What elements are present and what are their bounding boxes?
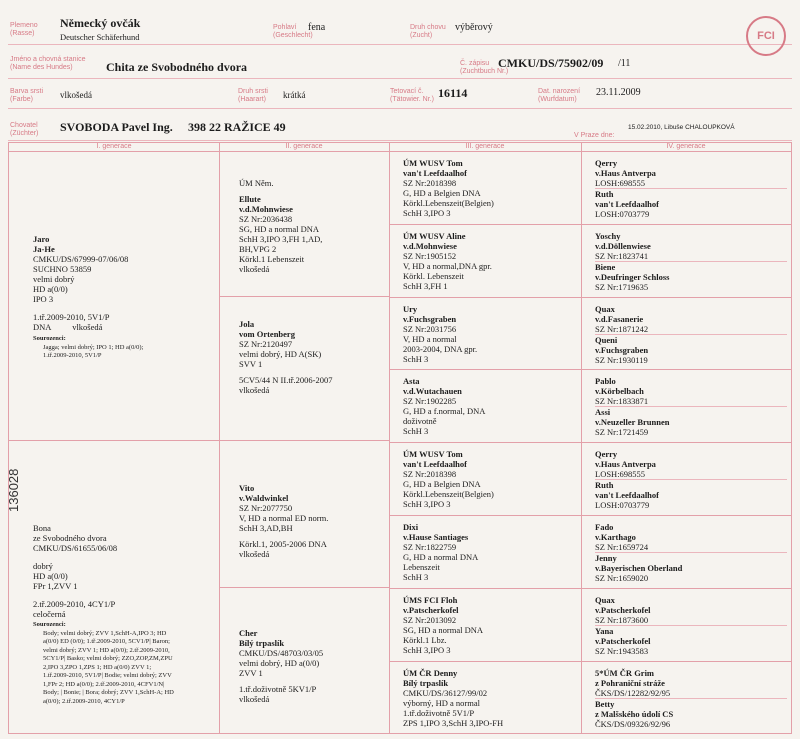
dam-cell xyxy=(9,441,219,735)
gen3-cell-6: Dixi v.Hause Santiages SZ Nr:1822759 G, HD a normal DNA Lebenszeit SchH 3 xyxy=(389,516,581,589)
gen4-cell-2: Yoschy v.d.Döllenwiese SZ Nr:1823741 Biene v.Deufringer Schloss SZ Nr:1719635 xyxy=(581,225,791,298)
sire-siblings: Sourozenci: Jagga; velmi dobrý; IPO 1; HD a(0/0); 1.tř.2009-2010, 5V1/P xyxy=(33,335,144,359)
dog-name: Chita ze Svobodného dvora xyxy=(106,60,248,74)
gen3-cell-4: Asta v.d.Wutachauen SZ Nr:1902285 G, HD a f.normal, DNA doživotně SchH 3 xyxy=(389,370,581,443)
gen4-cell-7: Quax v.Patscherkofel SZ Nr:1873600 Yana v.Patscherkofel SZ Nr:1943583 xyxy=(581,589,791,662)
gen3-cell-8: ÚM ČR Denny Bílý trpaslík CMKU/DS/36127/99/02 výborný, HD a normal 1.tř.doživotně 5V1/P ZPS 1,IPO 3,SchH 3,IPO-FH xyxy=(403,667,504,728)
generation-3-header: III. generace xyxy=(389,143,581,152)
sire-cell xyxy=(9,152,219,441)
breed-value: Německý ovčák xyxy=(60,16,141,30)
breeder-label: Chovatel (Züchter) xyxy=(10,122,39,137)
gen3-cell-7: ÚMS FCI Floh v.Patscherkofel SZ Nr:2013092 SG, HD a normal DNA Körkl.1 Lbz. SchH 3,IPO 3 xyxy=(389,589,581,662)
gen4-cell-4: Pablo v.Körbelbach SZ Nr:1833871 Assi v.Neuzeller Brunnen SZ Nr:1721459 xyxy=(581,370,791,443)
generation-2-header: II. generace xyxy=(219,143,389,152)
gen4-cell-6: Fado v.Karthago SZ Nr:1659724 Jenny v.Bayerischen Oberland SZ Nr:1659020 xyxy=(581,516,791,589)
gen3-cell-1: ÚM WUSV Tom van't Leefdaalhof SZ Nr:2018398 G, HD a Belgien DNA Körkl.Lebenszeit(Belgien) SchH 3,IPO 3 xyxy=(389,152,581,225)
color-value: vlkošedá xyxy=(60,90,92,100)
breed-value-de: Deutscher Schäferhund xyxy=(60,32,140,42)
certificate-header xyxy=(8,10,792,142)
breeding-value: výběrový xyxy=(455,22,493,33)
coat-value: krátká xyxy=(283,90,306,100)
gen2-cell-2: Jola vom Ortenberg SZ Nr:2120497 velmi dobrý, HD A(SK) SVV 1 5CV5/44 N II.tř.2006-2007 vlkošedá xyxy=(219,297,389,441)
dob-value: 23.11.2009 xyxy=(596,87,641,98)
studbook-label: Č. zápisu (Zuchtbuch Nr.) xyxy=(460,60,509,75)
sire-text: Jaro Ja-He CMKU/DS/67999-07/06/08 SUCHNO 53859 velmi dobrý HD a(0/0) IPO 3 1.tř.2009-2010, 5V1/P DNA vlkošedá xyxy=(33,234,129,332)
dob-label: Dat. narození (Wurfdatum) xyxy=(538,88,581,103)
coat-label: Druh srsti (Haarart) xyxy=(238,88,268,103)
color-label: Barva srsti (Farbe) xyxy=(10,88,44,103)
gen4-cell-1: Qerry v.Haus Antverpa LOSH:698555 Ruth van't Leefdaalhof LOSH:0703779 xyxy=(581,152,791,225)
breed-label: Plemeno (Rasse) xyxy=(10,22,38,37)
sex-label: Pohlaví (Geschlecht) xyxy=(273,24,313,39)
tattoo-value: 16114 xyxy=(438,86,468,100)
sex-value: fena xyxy=(308,22,326,33)
breeding-label: Druh chovu (Zucht) xyxy=(410,24,446,39)
studbook-number: CMKU/DS/75902/09 xyxy=(498,56,604,70)
gen3-cell-5: ÚM WUSV Tom van't Leefdaalhof SZ Nr:2018398 G, HD a Belgien DNA Körkl.Lebenszeit(Belgien) SchH 3,IPO 3 xyxy=(389,443,581,516)
issued-label: V Praze dne: xyxy=(574,132,615,139)
tattoo-label: Tetovací č. (Tätowier. Nr.) xyxy=(390,88,434,103)
gen2-cell-1: ÚM Něm. Ellute v.d.Mohnwiese SZ Nr:2036438 SG, HD a normal DNA SchH 3,IPO 3,FH 1,AD, BH,VPG 2 Körkl.1 Lebenszeit vlkošedá xyxy=(219,152,389,297)
generation-4-header: IV. generace xyxy=(581,143,791,152)
fci-logo: FCI xyxy=(746,16,786,56)
gen4-cell-8: 5*ÚM ČR Grim z Pohraniční stráže ČKS/DS/12282/92/95 Betty z Malšského údolí CS ČKS/DS/09326/92/96 xyxy=(581,662,791,735)
dam-siblings: Sourozenci: Body; velmi dobrý; ZVV 1,SchH-A,IPO 3; HD a(0/0) ED (0/0); 1.tř.2009-2010, 5CV1/P| Baron; velmi dobrý; ZVV 1; HD a(0/0); 2.tř.2009-2010, 5CY1/P| Basko; velmi dobrý; ZZO,ZOP,ZM,ZPU 2,IPO 3,ZPO 1,ZPS 1; HD a(0/0) ZVV 1; 1.tř.2009-2010, 5V1/P| Bodie; velmi dobrý; ZVV 1,FPr 2; HD a(0/0); 2.tř.2009-2010, 4CFV1/N| Body; | Bonie; | Bora; dobrý; ZVV 1,SchH-A; HD a(0/0); 2.tř.2009-2010, 4CY1/P xyxy=(33,621,174,705)
gen4-cell-5: Qerry v.Haus Antverpa LOSH:698555 Ruth van't Leefdaalhof LOSH:0703779 xyxy=(581,443,791,516)
studbook-suffix: /11 xyxy=(618,58,631,69)
name-label: Jméno a chovná stanice (Name des Hundes) xyxy=(10,56,86,71)
gen2-cell-4: Cher Bílý trpaslík CMKU/DS/48703/03/05 velmi dobrý, HD a(0/0) ZVV 1 1.tř.doživotně 5KV1/P vlkošedá xyxy=(239,628,324,704)
breeder-address: 398 22 RAŽICE 49 xyxy=(188,120,286,134)
registry-number: 136028 xyxy=(6,468,21,512)
gen3-cell-2: ÚM WUSV Aline v.d.Mohnwiese SZ Nr:1905152 V, HD a normal,DNA gpr. Körkl. Lebenszeit SchH 3,FH 1 xyxy=(389,225,581,298)
dam-text: Bona ze Svobodného dvora CMKU/DS/61655/06/08 dobrý HD a(0/0) FPr 1,ZVV 1 2.tř.2009-2010, 4CY1/P celočerná xyxy=(33,523,118,619)
generation-1-header: I. generace xyxy=(9,143,219,152)
gen2-cell-3: Vito v.Waldwinkel SZ Nr:2077750 V, HD a normal ED norm. SchH 3,AD,BH Körkl.1, 2005-2006 DNA vlkošedá xyxy=(219,441,389,588)
gen3-cell-3: Ury v.Fuchsgraben SZ Nr:2031756 V, HD a normal 2003-2004, DNA gpr. SchH 3 xyxy=(389,298,581,371)
gen4-cell-3: Quax v.d.Fasanerie SZ Nr:1871242 Queni v.Fuchsgraben SZ Nr:1930119 xyxy=(581,298,791,371)
breeder-name: SVOBODA Pavel Ing. xyxy=(60,120,173,134)
pedigree-grid xyxy=(8,142,792,734)
issued-value: 15.02.2010, Libuše CHALOUPKOVÁ xyxy=(628,124,735,131)
